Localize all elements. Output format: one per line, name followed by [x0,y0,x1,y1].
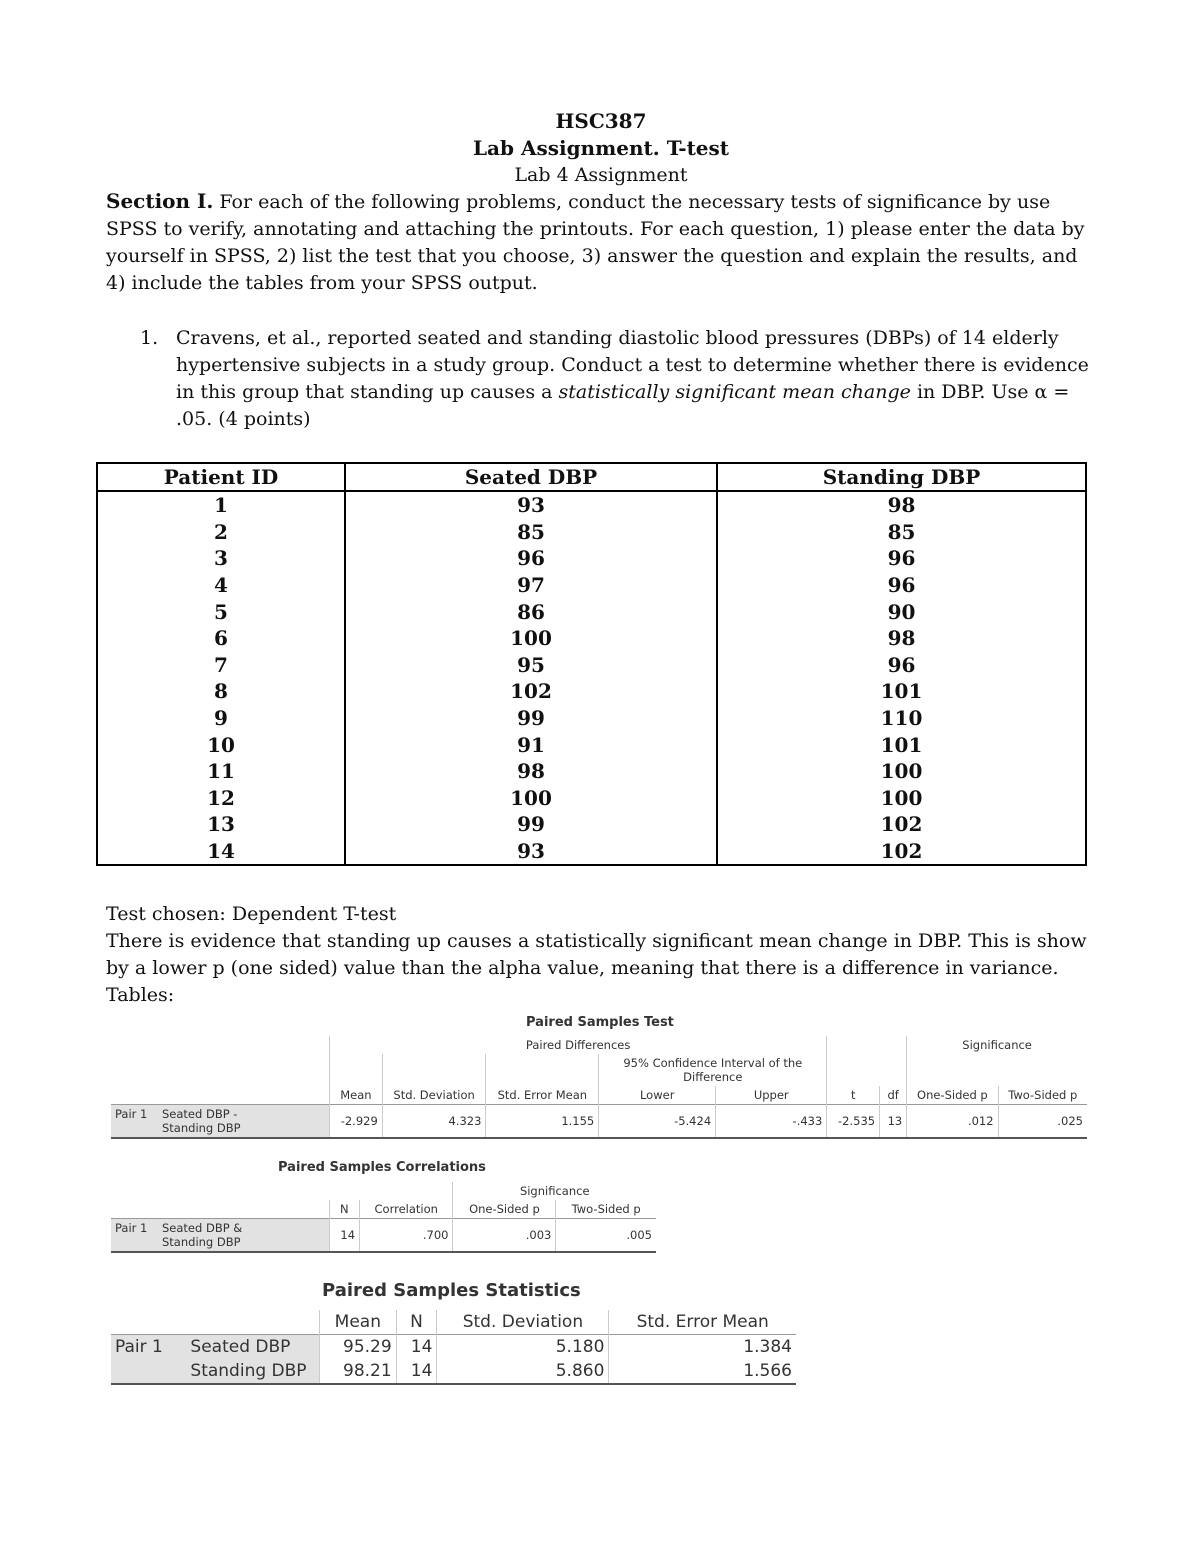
table-cell: 98 [345,758,717,785]
corr-col-header: Two-Sided p [556,1200,656,1219]
question-1 [106,325,1096,433]
stat-row-standing [111,1359,320,1384]
stat-value: 95.29 [320,1335,397,1360]
statistics-title: Paired Samples Statistics [322,1280,581,1301]
stat-value: 14 [396,1335,437,1360]
col-seated-dbp: Seated DBP [345,463,717,491]
table-cell: 96 [887,546,916,571]
table-row [97,652,1086,679]
table-row [97,519,1086,546]
table-cell: 96 [887,573,916,598]
stat-pair-label: Pair 1 [115,1337,163,1357]
answer-explanation: There is evidence that standing up causes a statistically significant mean change in DBP. This is show by a lower p (one sided) value than the alpha value, meaning that there is a difference in variance. [106,930,1087,979]
table-cell: 8 [97,678,345,705]
corr-pair-name: Seated DBP & Standing DBP [162,1221,243,1249]
table-cell: 7 [97,652,345,679]
corr-value: 14 [329,1219,360,1253]
table-cell: 110 [880,706,923,731]
stat-seated-name: Seated DBP [190,1337,291,1357]
stat-value: 14 [396,1359,437,1384]
table-cell: 91 [345,731,717,758]
table-row [97,731,1086,758]
table-row [97,678,1086,705]
table-cell: 98 [887,493,916,518]
stat-col-header: N [396,1310,437,1335]
table-cell: 85 [345,519,717,546]
pair-label: Pair 1 [115,1107,148,1121]
table-row [97,811,1086,838]
table-cell: 1 [97,491,345,519]
table-cell: 102 [880,812,923,837]
table-cell: 2 [97,519,345,546]
stat-value: 1.566 [609,1359,796,1384]
stat-col-header: Std. Error Mean [609,1310,796,1335]
paired-test-col-header: t [827,1086,880,1105]
question-number: 1. [140,327,159,349]
paired-test-col-header: Std. Deviation [382,1086,486,1105]
paired-test-col-header: Mean [330,1086,383,1105]
question-text-emphasis: statistically significant mean change [558,381,911,403]
table-cell: 100 [880,759,923,784]
paired-test-value: 13 [880,1105,907,1139]
table-cell: 90 [887,599,916,624]
paired-test-value: -2.929 [330,1105,383,1139]
section-intro [106,188,1096,297]
paired-test-value: -.433 [716,1105,827,1139]
tables-label: Tables: [106,984,175,1006]
corr-col-header: One-Sided p [453,1200,556,1219]
table-cell: 14 [97,838,345,866]
corr-col-header: N [329,1200,360,1219]
answer-block [106,901,1101,1009]
table-cell: 100 [880,785,923,810]
table-row [97,572,1086,599]
paired-test-col-header: Std. Error Mean [486,1086,599,1105]
stat-standing-name: Standing DBP [190,1361,307,1381]
paired-test-value: 4.323 [382,1105,486,1139]
test-chosen: Test chosen: Dependent T-test [106,903,397,925]
table-cell: 93 [345,491,717,519]
stat-value: 5.180 [437,1335,609,1360]
corr-value: .003 [453,1219,556,1253]
document-body [106,108,1096,433]
table-cell: 96 [345,545,717,572]
paired-test-col-header: Lower [599,1086,716,1105]
table-cell: 96 [887,652,916,677]
stat-value: 1.384 [609,1335,796,1360]
question-text-b: in DBP. Use α = .05. (4 points) [176,381,1070,430]
dbp-data-table [96,462,1087,866]
corr-value: .005 [556,1219,656,1253]
paired-test-col-header: Upper [716,1086,827,1105]
paired-test-title: Paired Samples Test [526,1015,674,1030]
stat-col-header: Mean [320,1310,397,1335]
paired-test-value: .012 [907,1105,998,1139]
paired-test-value: .025 [998,1105,1087,1139]
col-patient-id: Patient ID [97,463,345,491]
paired-test-row-label [111,1105,330,1139]
corr-significance-header: Significance [453,1182,656,1200]
paired-test-col-header: df [880,1086,907,1105]
table-row [97,625,1086,652]
table-row [97,545,1086,572]
col-standing-dbp: Standing DBP [717,463,1086,491]
table-cell: 11 [97,758,345,785]
table-cell: 10 [97,731,345,758]
table-row [97,758,1086,785]
stat-value: 98.21 [320,1359,397,1384]
paired-test-value: -5.424 [599,1105,716,1139]
correlations-title: Paired Samples Correlations [278,1160,486,1175]
table-row [97,705,1086,732]
paired-test-value: 1.155 [486,1105,599,1139]
paired-test-value: -2.535 [827,1105,880,1139]
table-cell: 101 [880,679,923,704]
corr-row-label [111,1219,329,1253]
stat-row-seated [111,1335,320,1360]
paired-test-col-header: One-Sided p [907,1086,998,1105]
table-cell: 93 [345,838,717,866]
table-cell: 12 [97,785,345,812]
table-cell: 95 [345,652,717,679]
document-subtitle: Lab 4 Assignment [514,164,688,186]
statistics-table [111,1310,796,1385]
table-cell: 86 [345,598,717,625]
paired-test-table [111,1036,1087,1139]
table-cell: 13 [97,811,345,838]
paired-differences-header: Paired Differences [330,1036,827,1054]
stat-col-header: Std. Deviation [437,1310,609,1335]
table-cell: 98 [887,626,916,651]
table-cell: 97 [345,572,717,599]
stat-value: 5.860 [437,1359,609,1384]
section-label: Section I. [106,189,214,213]
pair-name: Seated DBP - Standing DBP [162,1107,241,1135]
paired-test-col-header: Two-Sided p [998,1086,1087,1105]
table-cell: 9 [97,705,345,732]
question-text [176,325,1096,433]
table-row [97,838,1086,866]
table-cell: 99 [345,705,717,732]
table-cell: 4 [97,572,345,599]
table-cell: 102 [345,678,717,705]
question-text-a: Cravens, et al., reported seated and standing diastolic blood pressures (DBPs) of 14 elderly hypertensive subjects in a study group. Conduct a test to determine whether there is evidence in this group that standing up causes a [176,327,1089,403]
table-row [97,785,1086,812]
table-cell: 5 [97,598,345,625]
table-cell: 6 [97,625,345,652]
table-cell: 101 [880,732,923,757]
table-row [97,598,1086,625]
correlations-table [111,1182,656,1253]
significance-header: Significance [907,1036,1087,1054]
table-cell: 99 [345,811,717,838]
document-title: Lab Assignment. T-test [472,136,730,160]
corr-col-header: Correlation [360,1200,453,1219]
table-cell: 3 [97,545,345,572]
corr-value: .700 [360,1219,453,1253]
table-cell: 100 [345,785,717,812]
course-code: HSC387 [555,109,647,133]
ci-header: 95% Confidence Interval of the Difference [599,1054,827,1086]
table-cell: 102 [880,839,923,864]
corr-pair-label: Pair 1 [115,1221,148,1235]
instructions-line1: For each of the following problems, conduct the necessary tests of significance by use SPSS [106,191,1051,240]
table-cell: 100 [345,625,717,652]
table-row [97,491,1086,519]
table-cell: 85 [887,519,916,544]
instructions-rest: to verify, annotating and attaching the printouts. For each question, 1) please enter the data by yourself in SPSS, 2) list the test that you choose, 3) answer the question and explain the results, and 4) include the tables from your SPSS output. [106,218,1085,294]
